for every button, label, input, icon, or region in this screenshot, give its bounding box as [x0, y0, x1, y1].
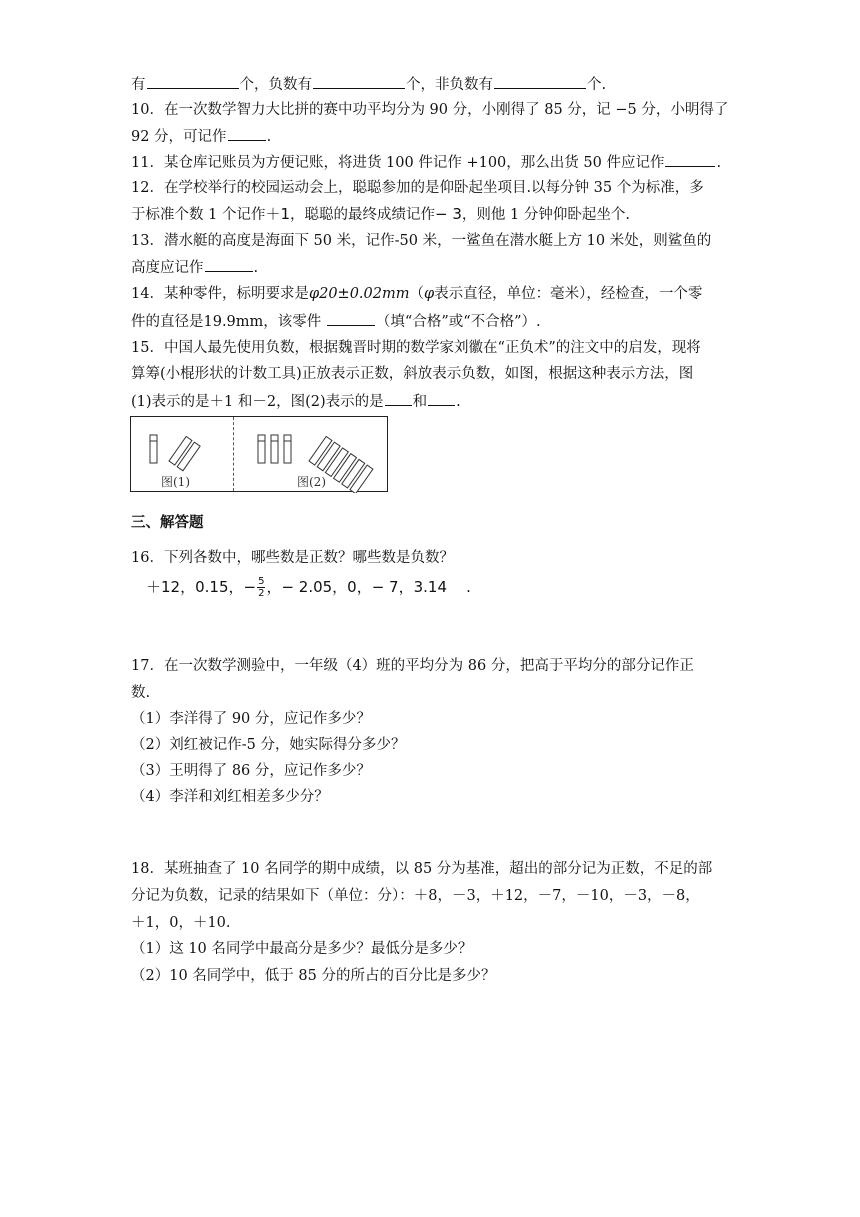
answer-blank[interactable] — [313, 74, 405, 89]
text: . — [456, 394, 461, 410]
text: 高度应记作 — [131, 260, 204, 276]
text: ，聪聪的最终成绩记作 — [290, 207, 435, 223]
q14-line1 — [131, 284, 702, 304]
math-minus-three: − 3 — [435, 205, 462, 223]
text: 11．某仓库记账员为方便记账，将进货 100 件记作 +100，那么出货 50 件应记作 — [131, 155, 665, 171]
q13-line1: 13．潜水艇的高度是海面下 50 米，记作-50 米，一鲨鱼在潜水艇上方 10 米处，则鲨鱼的 — [131, 233, 712, 249]
text: . — [266, 129, 272, 145]
text: ＋12，0.15，− — [146, 578, 257, 596]
figure-1-caption: 图(1) — [161, 475, 190, 489]
q17-sub1: （1）李洋得了 90 分，应记作多少？ — [131, 711, 371, 727]
q15-line1: 15．中国人最先使用负数，根据魏晋时期的数学家刘徽在“正负术”的注文中的启发，现将 — [131, 340, 701, 356]
q15-line2: 算筹(小棍形状的计数工具)正放表示正数，斜放表示负数，如图，根据这种表示方法，图 — [131, 366, 694, 382]
q10-line1: 10．在一次数学智力大比拼的赛中功平均分为 90 分，小刚得了 85 分，记 −5 分，小明得了 — [131, 102, 729, 118]
math-tolerance: φ20±0.02mm — [308, 286, 410, 302]
math-plus-one: ＋1 — [265, 205, 290, 223]
q12-line2 — [131, 204, 630, 225]
figure-2-caption: 图(2) — [297, 475, 326, 489]
q11-line — [131, 152, 721, 173]
text: 个. — [587, 77, 607, 93]
q14-line2 — [131, 311, 541, 332]
math-phi: φ — [424, 286, 435, 302]
text: 个，负数有 — [239, 77, 312, 93]
q17-sub4: （4）李洋和刘红相差多少分？ — [131, 789, 329, 805]
answer-blank[interactable] — [147, 74, 239, 89]
q17-line1: 17．在一次数学测验中，一年级（4）班的平均分为 86 分，把高于平均分的部分记作正 — [131, 658, 694, 674]
text: 92 分，可记作 — [131, 129, 227, 145]
q15-line3 — [131, 391, 461, 412]
q10-line2 — [131, 126, 271, 147]
numerator: 5 — [258, 576, 265, 587]
denominator: 2 — [258, 588, 265, 599]
answer-blank[interactable] — [494, 74, 586, 89]
text: ，该零件 — [263, 314, 322, 330]
q17-sub3: （3）王明得了 86 分，应记作多少？ — [131, 763, 371, 779]
q17-line2: 数. — [131, 685, 151, 701]
answer-blank[interactable] — [205, 257, 253, 272]
q16-line1: 16．下列各数中，哪些数是正数？哪些数是负数？ — [131, 550, 454, 566]
q18-sub1: （1）这 10 名同学中最高分是多少？最低分是多少？ — [131, 941, 473, 957]
q17-sub2: （2）刘红被记作-5 分，她实际得分多少？ — [131, 737, 406, 753]
q18-sub2: （2）10 名同学中，低于 85 分的所占的百分比是多少？ — [131, 968, 496, 984]
text: 有 — [131, 77, 146, 93]
answer-blank[interactable] — [385, 391, 412, 406]
upright-rod — [284, 435, 291, 463]
text: 表示直径，单位：毫米），经检查，一个零 — [434, 286, 703, 302]
q13-line2 — [131, 257, 258, 278]
upright-rod — [271, 435, 278, 463]
text: 件的直径是 — [131, 314, 204, 330]
text: 和 — [412, 394, 428, 410]
text: ，− 2.05，0，− 7，3.14 — [266, 578, 447, 596]
answer-blank[interactable] — [428, 391, 455, 406]
answer-blank[interactable] — [665, 152, 715, 167]
q18-line2: 分记为负数，记录的结果如下（单位：分）：＋8，－3，＋12，－7，－10，－3，－8， — [131, 888, 700, 904]
q16-numbers — [146, 576, 471, 599]
text: . — [466, 578, 471, 596]
answer-blank[interactable] — [228, 126, 266, 141]
text: （填“合格”或“不合格”）. — [375, 314, 541, 330]
text: 于标准个数 1 个记作 — [131, 207, 266, 223]
answer-blank[interactable] — [327, 311, 375, 326]
q18-line1: 18．某班抽查了 10 名同学的期中成绩，以 85 分为基准，超出的部分记为正数，不足的部 — [131, 861, 713, 877]
q18-line3: ＋1，0，＋10. — [131, 915, 231, 931]
counting-rods-figure — [130, 416, 388, 492]
text: . — [716, 155, 722, 171]
text: . — [253, 260, 259, 276]
upright-rod — [258, 435, 265, 463]
upright-rod — [150, 435, 157, 463]
text: (1)表示的是＋1 和－2，图(2)表示的是 — [131, 394, 384, 410]
math-diameter: 19.9mm — [203, 314, 264, 330]
fraction — [257, 576, 265, 599]
text: ，则他 1 分钟仰卧起坐个. — [461, 207, 630, 223]
text: 14．某种零件，标明要求是 — [131, 286, 309, 302]
q9-continuation — [131, 74, 606, 95]
text: （ — [409, 286, 424, 302]
section-heading: 三、解答题 — [131, 515, 204, 531]
text: 个，非负数有 — [406, 77, 493, 93]
q12-line1: 12．在学校举行的校园运动会上，聪聪参加的是仰卧起坐项目.以每分钟 35 个为标准，多 — [131, 180, 704, 196]
